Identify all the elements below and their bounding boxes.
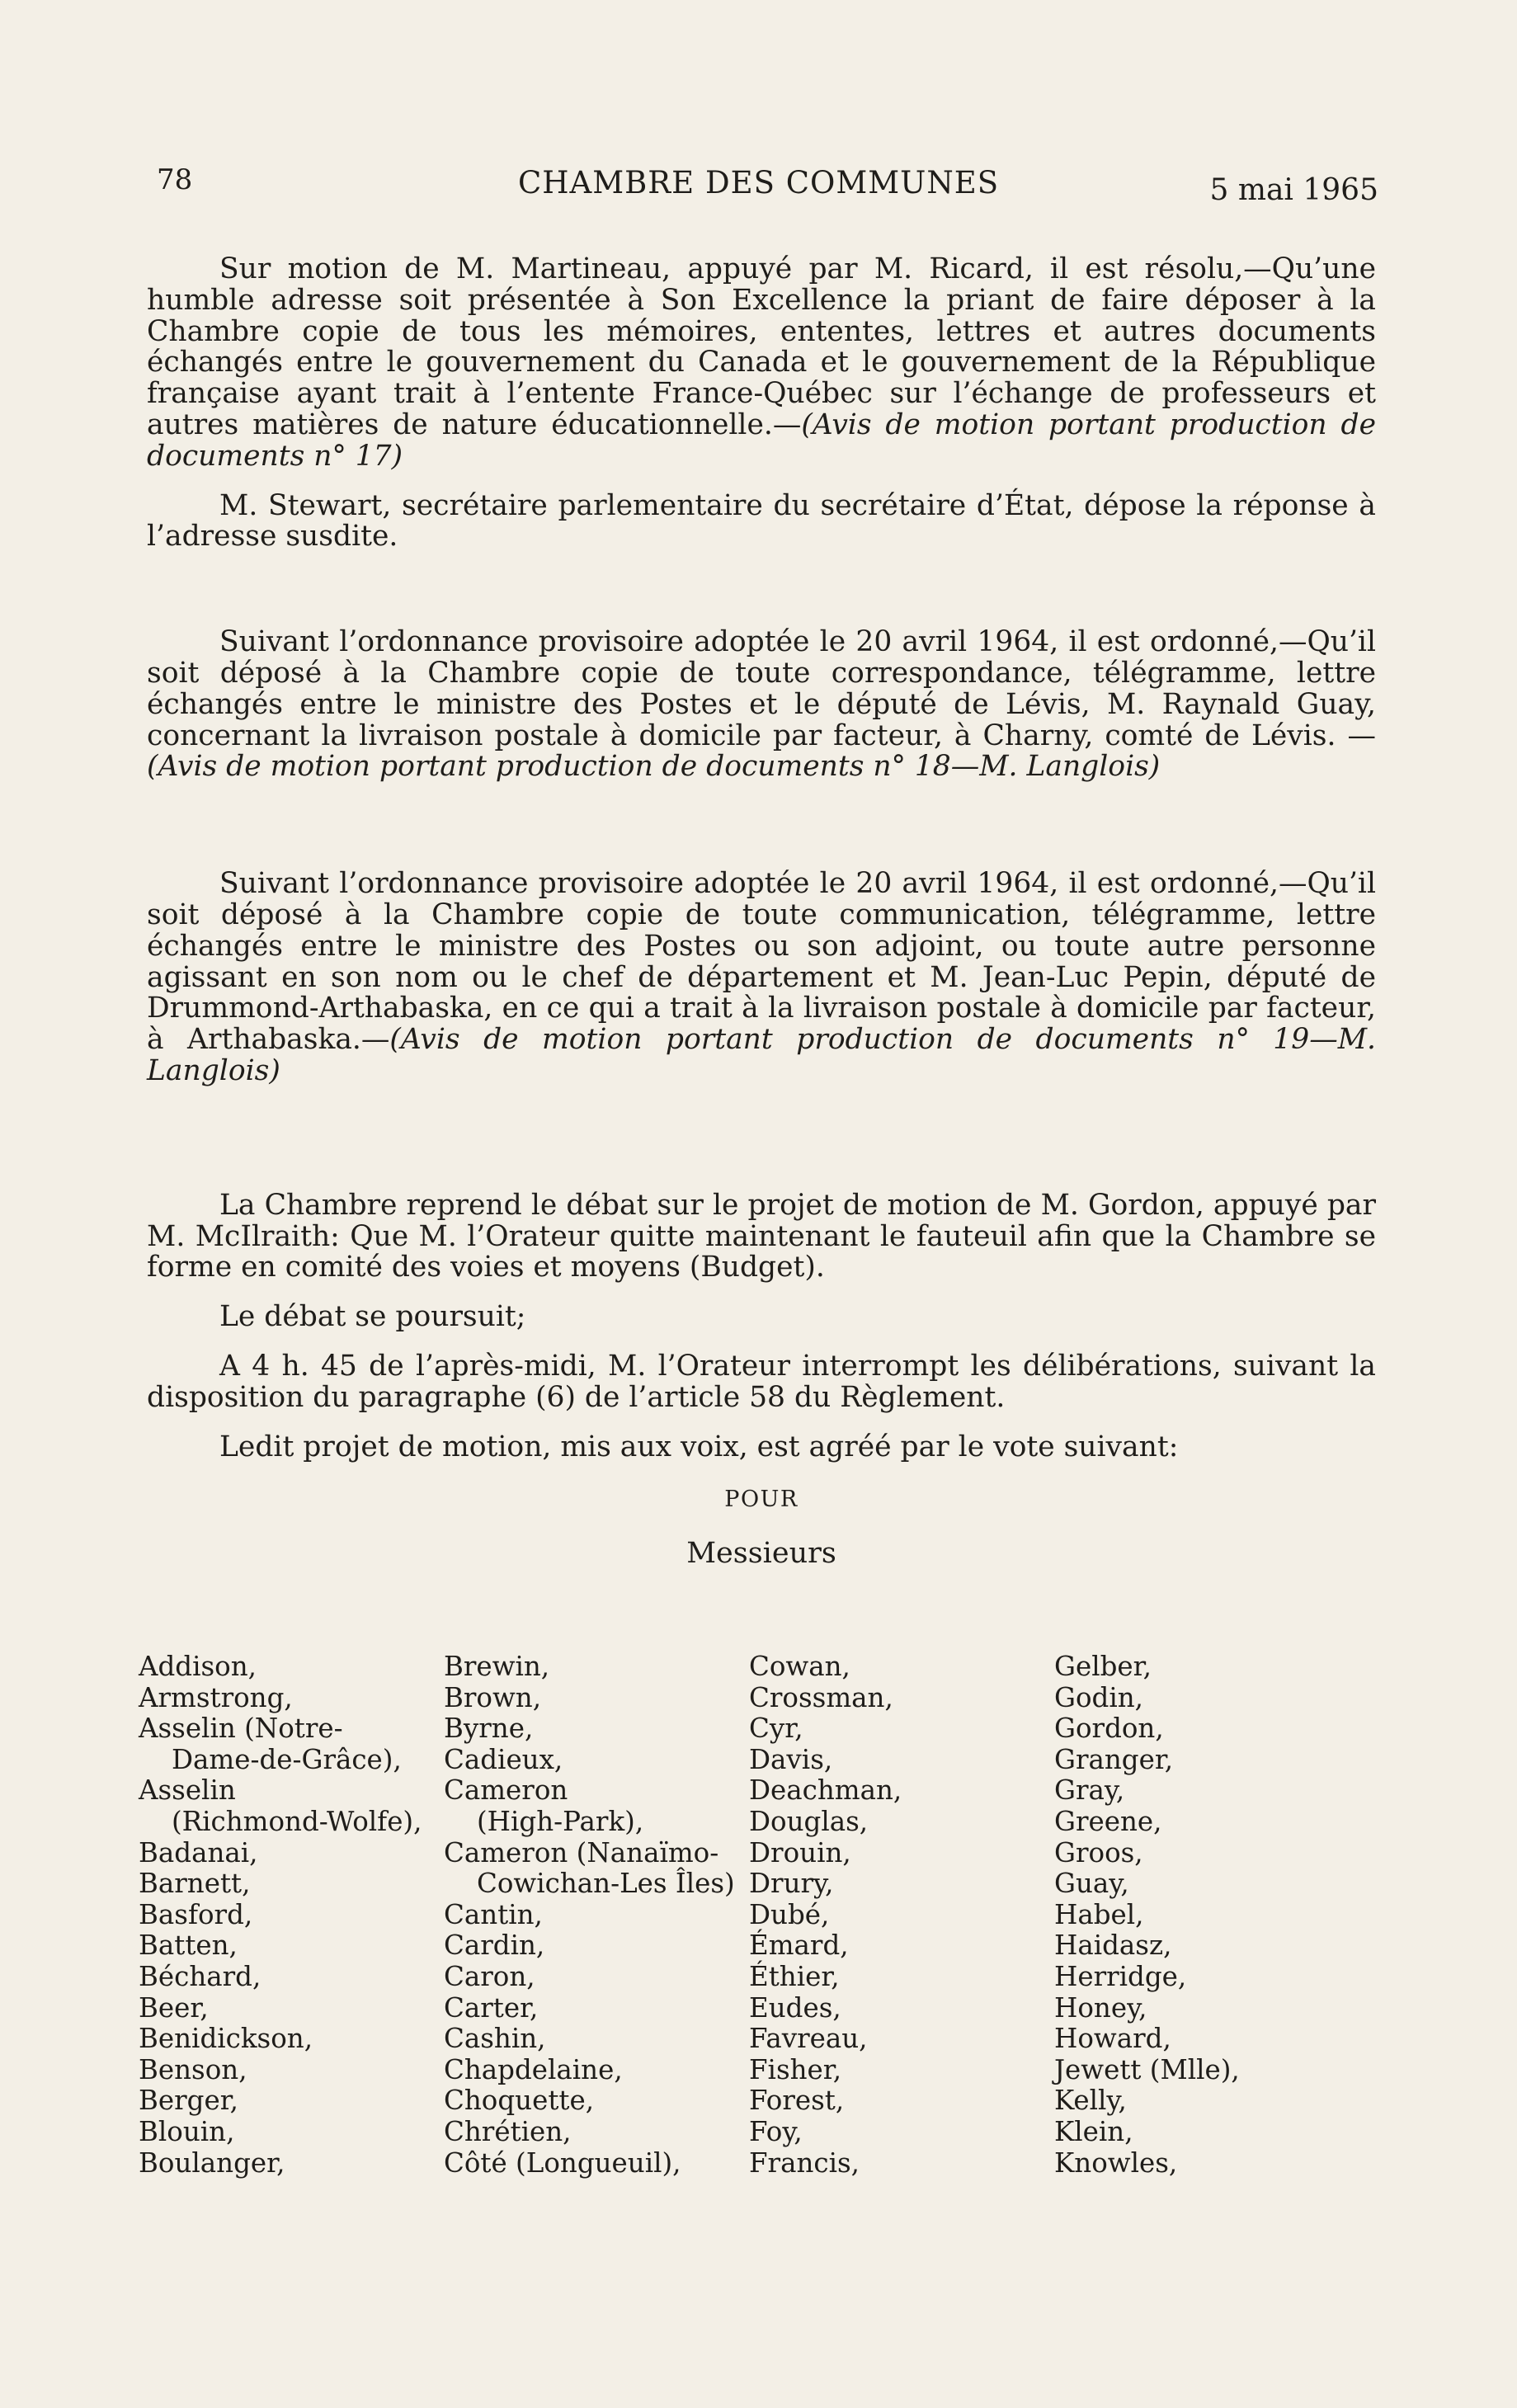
journal-body bbox=[147, 254, 1376, 1570]
member-name: Drouin, bbox=[749, 1836, 851, 1868]
name-column-3 bbox=[749, 1652, 1054, 2179]
member-name: Dubé, bbox=[749, 1898, 830, 1930]
member-name: Herridge, bbox=[1054, 1960, 1187, 1992]
page-header bbox=[0, 163, 1517, 213]
member-name: Godin, bbox=[1054, 1681, 1143, 1713]
member-name: Cadieux, bbox=[444, 1743, 563, 1775]
member-name: Carter, bbox=[444, 1991, 539, 2024]
paragraph-ordonnance-19 bbox=[147, 869, 1376, 1087]
member-name: Gray, bbox=[1054, 1774, 1125, 1807]
member-name: Kelly, bbox=[1054, 2085, 1127, 2117]
member-name: Fisher, bbox=[749, 2053, 842, 2085]
paragraph-vote: Ledit projet de motion, mis aux voix, est agréé par le vote suivant: bbox=[219, 1430, 1179, 1463]
paragraph-note: (Avis de motion portant production de documents n° 19—M. Langlois) bbox=[147, 1023, 1376, 1087]
member-name: Gelber, bbox=[1054, 1651, 1152, 1682]
member-name: Gordon, bbox=[1054, 1713, 1164, 1745]
member-name: Armstrong, bbox=[139, 1681, 293, 1713]
member-name: Cowan, bbox=[749, 1651, 850, 1682]
member-name: Deachman, bbox=[749, 1774, 902, 1807]
member-name: Émard, bbox=[749, 1930, 849, 1962]
member-name: Berger, bbox=[139, 2085, 238, 2117]
member-name: Asselin bbox=[139, 1774, 236, 1807]
member-name: Knowles, bbox=[1054, 2146, 1178, 2179]
member-name: Klein, bbox=[1054, 2115, 1133, 2147]
page-date: 5 mai 1965 bbox=[1209, 173, 1378, 207]
member-name: Cyr, bbox=[749, 1713, 803, 1745]
member-name: Greene, bbox=[1054, 1805, 1162, 1837]
paragraph-motion-martineau bbox=[147, 254, 1376, 473]
name-column-1 bbox=[139, 1652, 444, 2179]
paragraph-interruption: A 4 h. 45 de l’après-midi, M. l’Orateur interrompt les délibérations, suivant la disposition du paragraphe (6) de l’article 58 du Règlement. bbox=[147, 1349, 1376, 1414]
member-name: Haidasz, bbox=[1054, 1930, 1172, 1962]
member-name: Davis, bbox=[749, 1743, 833, 1775]
member-name: Choquette, bbox=[444, 2085, 595, 2117]
member-name: Habel, bbox=[1054, 1898, 1144, 1930]
vote-messieurs-label: Messieurs bbox=[686, 1537, 836, 1571]
member-name-continued: Dame-de-Grâce), bbox=[172, 1743, 402, 1775]
member-name: Cameron (Nanaïmo- bbox=[444, 1836, 719, 1868]
member-name: Jewett (Mlle), bbox=[1054, 2053, 1240, 2085]
member-name: Cameron bbox=[444, 1774, 568, 1807]
running-title: CHAMBRE DES COMMUNES bbox=[517, 165, 1000, 200]
paragraph-text: Sur motion de M. Martineau, appuyé par M. Ricard, il est résolu,—Qu’une humble adresse soit présentée à Son Excellence la priant de faire déposer à la Chambre copie de tous les mémoires, ententes, lettres et autres documents échangés entre le gouvernement du Canada et le gouvernement de la République française ayant trait à l’entente France-Québec sur l’échange de professeurs et autres matières de nature éducationnelle.— bbox=[147, 252, 1376, 441]
member-name: Boulanger, bbox=[139, 2146, 285, 2179]
member-name: Chrétien, bbox=[444, 2115, 572, 2147]
member-name: Beer, bbox=[139, 1991, 209, 2024]
member-name: Chapdelaine, bbox=[444, 2053, 623, 2085]
member-name: Béchard, bbox=[139, 1960, 261, 1992]
member-name: Howard, bbox=[1054, 2023, 1171, 2055]
paragraph-note: (Avis de motion portant production de documents n° 17) bbox=[147, 408, 1377, 473]
member-name: Benidickson, bbox=[139, 2023, 313, 2055]
member-name: Côté (Longueuil), bbox=[444, 2146, 681, 2179]
member-name: Crossman, bbox=[749, 1681, 893, 1713]
member-name: Badanai, bbox=[139, 1836, 258, 1868]
member-name: Blouin, bbox=[139, 2115, 235, 2147]
member-name: Foy, bbox=[749, 2115, 803, 2147]
member-name-continued: (High-Park), bbox=[477, 1805, 644, 1837]
member-name: Groos, bbox=[1054, 1836, 1143, 1868]
page-number: 78 bbox=[157, 163, 193, 196]
member-name: Eudes, bbox=[749, 1991, 841, 2024]
member-name: Cardin, bbox=[444, 1930, 545, 1962]
member-name: Addison, bbox=[139, 1651, 257, 1682]
name-column-4 bbox=[1054, 1652, 1376, 2179]
member-name: Douglas, bbox=[749, 1805, 869, 1837]
vote-pour-label: POUR bbox=[724, 1487, 799, 1513]
member-name: Granger, bbox=[1054, 1743, 1174, 1775]
member-name: Byrne, bbox=[444, 1713, 534, 1745]
member-name: Benson, bbox=[139, 2053, 247, 2085]
member-name: Honey, bbox=[1054, 1991, 1147, 2024]
member-name: Forest, bbox=[749, 2085, 845, 2117]
paragraph-reponse-stewart: M. Stewart, secrétaire parlementaire du secrétaire d’État, dépose la réponse à l’adresse susdite. bbox=[147, 488, 1376, 554]
paragraph-text: Suivant l’ordonnance provisoire adoptée le 20 avril 1964, il est ordonné,—Qu’il soit déposé à la Chambre copie de toute communication, télégramme, lettre échangés entre le ministre des Postes ou son adjoint, ou toute autre personne agissant en son nom ou le chef de département et M. Jean-Luc Pepin, député de Drummond-Arthabaska, en ce qui a trait à la livraison postale à domicile par facteur, à Arthabaska.— bbox=[147, 867, 1376, 1057]
member-name: Guay, bbox=[1054, 1868, 1129, 1900]
member-name: Basford, bbox=[139, 1898, 253, 1930]
paragraph-debat-poursuit: Le débat se poursuit; bbox=[219, 1300, 526, 1334]
member-name: Brown, bbox=[444, 1681, 542, 1713]
member-name: Drury, bbox=[749, 1868, 834, 1900]
member-name: Favreau, bbox=[749, 2023, 868, 2055]
name-column-2 bbox=[444, 1652, 749, 2179]
member-name: Éthier, bbox=[749, 1960, 840, 1992]
vote-name-list bbox=[139, 1652, 1376, 2179]
paragraph-ordonnance-18 bbox=[147, 627, 1376, 783]
member-name: Asselin (Notre- bbox=[139, 1713, 343, 1745]
paragraph-text: Suivant l’ordonnance provisoire adoptée le 20 avril 1964, il est ordonné,—Qu’il soit déposé à la Chambre copie de toute correspondance, télégramme, lettre échangés entre le ministre des Postes et le député de Lévis, M. Raynald Guay, concernant la livraison postale à domicile par facteur, à Charny, comté de Lévis. — bbox=[147, 625, 1376, 752]
member-name: Cantin, bbox=[444, 1898, 543, 1930]
member-name-continued: (Richmond-Wolfe), bbox=[172, 1805, 422, 1837]
member-name-continued: Cowichan-Les Îles) bbox=[477, 1868, 735, 1900]
member-name: Francis, bbox=[749, 2146, 860, 2179]
member-name: Cashin, bbox=[444, 2023, 546, 2055]
member-name: Batten, bbox=[139, 1930, 238, 1962]
member-name: Brewin, bbox=[444, 1651, 550, 1682]
member-name: Barnett, bbox=[139, 1868, 251, 1900]
paragraph-debat-budget: La Chambre reprend le débat sur le projet de motion de M. Gordon, appuyé par M. McIlraith: Que M. l’Orateur quitte maintenant le fauteuil afin que la Chambre se forme en comité des voies et moyens (Budget). bbox=[147, 1188, 1376, 1284]
paragraph-note: (Avis de motion portant production de documents n° 18—M. Langlois) bbox=[147, 750, 1161, 784]
member-name: Caron, bbox=[444, 1960, 535, 1992]
